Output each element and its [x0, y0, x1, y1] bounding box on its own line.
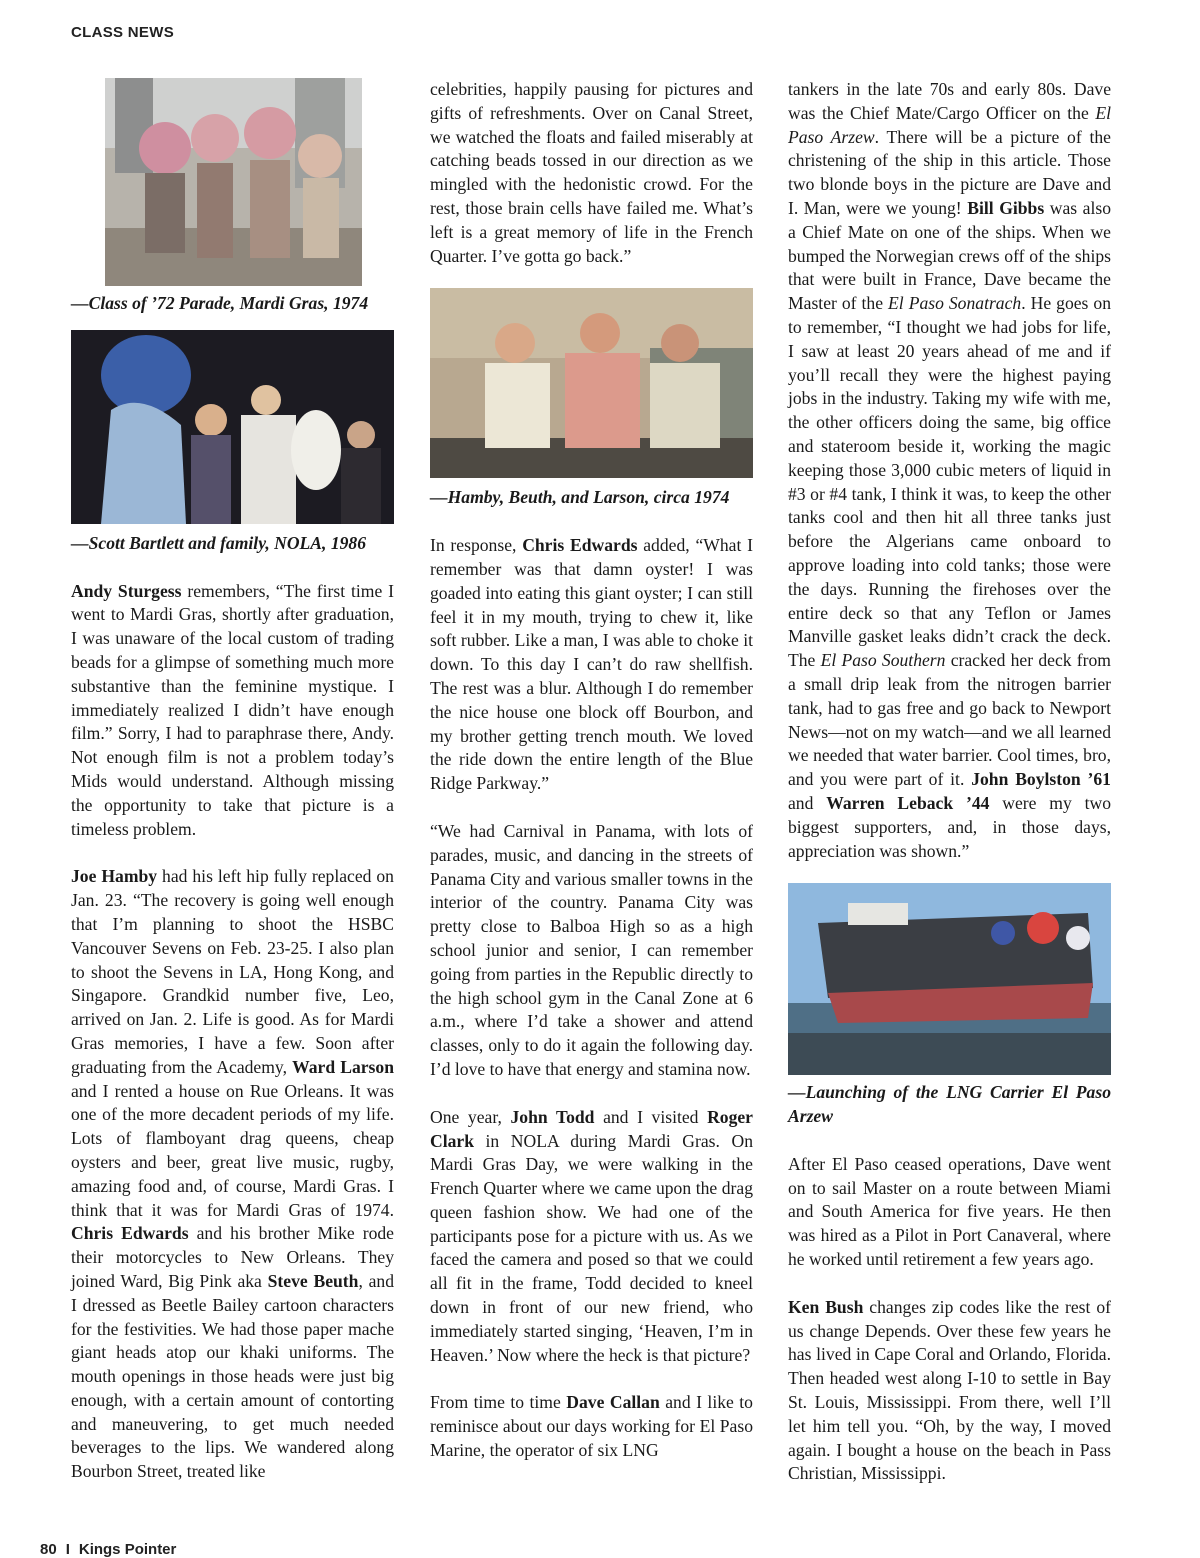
- photo-bartlett: [71, 330, 394, 524]
- name-john-todd: John Todd: [510, 1106, 595, 1127]
- text-span: tankers in the late 70s and early 80s. Dave was the Chief Mate/Cargo Officer on the: [788, 79, 1111, 123]
- page-number: 80: [40, 1541, 57, 1558]
- ship-name: El Paso Arzew: [788, 102, 1111, 147]
- column-1: [71, 78, 394, 1484]
- text-span: were my two biggest supporters, and, in those days, appreciation was shown.”: [788, 792, 1111, 861]
- ship-name: El Paso Sonatrach: [888, 293, 1022, 314]
- name-chris-edwards: Chris Edwards: [71, 1223, 189, 1244]
- paragraph-dave-callan: [430, 1391, 753, 1462]
- name-dave-callan: Dave Callan: [566, 1392, 660, 1413]
- name-warren-leback: Warren Leback ’44: [826, 792, 990, 813]
- paragraph-joe-hamby: [71, 865, 394, 1484]
- text-span: added, “What I remember was that damn oyster! I was goaded into eating this giant oyster; I can still feel it in my mouth, trying to chew it, like soft rubber. Like a man, I was able to choke it down. To this day I can’t do raw shellfish. The rest was a blur. Although I do remember the nice house one block off Bourbon, and my brother getting trench mouth. We loved the ride down the entire length of the Blue Ridge Parkway.”: [430, 535, 753, 794]
- parade-photo-illustration: [105, 78, 362, 286]
- name-john-boylston: John Boylston ’61: [971, 769, 1111, 790]
- text-span: had his left hip fully replaced on Jan. 23. “The recovery is going well enough that I’m planning to shoot the HSBC Vancouver Sevens on Feb. 23-25. I also plan to shoot the Sevens in LA, Hong Kong, and Singapore. Grandkid number five, Leo, arrived on Jan. 2. Life is good. As for Mardi Gras memories, I have a few. Soon after graduating from the Academy,: [71, 866, 394, 1077]
- paragraph-el-paso-tankers: [788, 78, 1111, 863]
- footer-separator: I: [65, 1541, 70, 1558]
- text-span: in NOLA during Mardi Gras. On Mardi Gras Day, we were walking in the French Quarter where we came upon the drag queen fashion show. We had one of the participants pose for a picture with us. As we faced the camera and posed so that we could all fit in the frame, Todd decided to kneel down in front of our new friend, who immediately started singing, ‘Heaven, I’m in Heaven.’ Now where the heck is that picture?: [430, 1130, 753, 1365]
- paragraph-celebrities: celebrities, happily pausing for pictures and gifts of refreshments. Over on Canal Street, we watched the floats and failed miserably at catching beads tossed in our direction as we mingled with the hedonistic crowd. For the rest, those brain cells have failed me. What’s left is a great memory of life in the French Quarter. I’ve gotta go back.”: [430, 79, 753, 266]
- text-span: , and I dressed as Beetle Bailey cartoon characters for the festivities. We had those paper mache giant heads atop our khaki uniforms. The mouth openings in those heads were just big enough, with a certain amount of contorting and maneuvering, to get much needed beverages to the lips. We wandered along Bourbon Street, treated like: [71, 1270, 395, 1482]
- text-span: and I like to reminisce about our days working for El Paso Marine, the operator of six LNG: [430, 1392, 753, 1461]
- photo-parade: [105, 78, 362, 286]
- text-span: In response,: [430, 535, 523, 556]
- photo-lng-launch: [788, 883, 1111, 1075]
- caption-hamby: —Hamby, Beuth, and Larson, circa 1974: [430, 487, 730, 508]
- paragraph-andy-sturgess: [71, 580, 394, 842]
- text-span: changes zip codes like the rest of us change Depends. Over these few years he has lived in Cape Coral and Orlando, Florida. Then headed west along I-10 to settle in Bay St. Louis, Mississippi. From there, well I’ll let him tell you. “Oh, by the way, I moved again. I bought a house on the beach in Pass Christian, Mississippi.: [788, 1296, 1111, 1484]
- name-steve-beuth: Steve Beuth: [267, 1270, 359, 1291]
- bartlett-photo-illustration: [71, 330, 394, 524]
- text-span: was also a Chief Mate on one of the ships. When we bumped the Norwegian crews off of the ships that were built in France, Dave became the Master of the: [788, 197, 1111, 314]
- text-span: . There will be a picture of the christening of the ship in this article. Those two blonde boys in the picture are Dave and I. Man, were we young!: [788, 126, 1111, 218]
- name-ward-larson: Ward Larson: [292, 1056, 394, 1077]
- name-roger-clark: Roger Clark: [430, 1106, 753, 1151]
- caption-launch: —Launching of the LNG Carrier El Paso Arzew: [788, 1082, 1111, 1127]
- ship-name: El Paso Southern: [820, 650, 946, 671]
- name-bill-gibbs: Bill Gibbs: [967, 197, 1045, 218]
- text-span: and his brother Mike rode their motorcycles to New Orleans. They joined Ward, Big Pink aka: [71, 1223, 394, 1291]
- column-2: [430, 78, 753, 1463]
- text-span: cracked her deck from a small drip leak from the nitrogen barrier tank, had to gas free and go back to Newport News—not on my watch—and we all learned we needed that water barrier. Cool times, bro, and you were part of it.: [788, 650, 1111, 790]
- name-andy-sturgess: Andy Sturgess: [71, 580, 182, 601]
- name-joe-hamby: Joe Hamby: [71, 866, 158, 887]
- hamby-photo-illustration: [430, 288, 753, 478]
- text-span: and I rented a house on Rue Orleans. It was one of the more decadent periods of my life. Lots of flamboyant drag queens, cheap oysters and beer, great live music, rugby, amazing food and, of course, Mardi Gras. I think that it was for Mardi Gras of 1974.: [71, 1080, 394, 1220]
- publication-name: Kings Pointer: [78, 1541, 177, 1558]
- footer: [40, 1541, 176, 1558]
- caption-bartlett: —Scott Bartlett and family, NOLA, 1986: [71, 532, 367, 553]
- paragraph-carnival-panama: “We had Carnival in Panama, with lots of parades, music, and dancing in the streets of Panama City and various smaller towns in the interior of the country. Panama City was pretty close to Balboa High so as a high school junior and senior, I can remember going from parties in the Republic directly to the high school gym in the Canal Zone at 6 a.m., where I’d take a shower and attend classes, only to do it again the following day. I’d love to have that energy and stamina now.: [430, 820, 753, 1079]
- text-span: and: [788, 792, 827, 813]
- text-span: remembers, “The first time I went to Mardi Gras, shortly after graduation, I was unaware of the local custom of trading beads for a glimpse of something much more substantive than the feminine mystique. I immediately realized I didn’t have enough film.” Sorry, I had to paraphrase there, Andy. Not enough film is not a problem today’s Mids would understand. Although missing the opportunity to take that picture is a timeless problem.: [71, 580, 394, 839]
- text-span: One year,: [430, 1106, 511, 1127]
- paragraph-ken-bush: [788, 1296, 1111, 1486]
- name-ken-bush: Ken Bush: [788, 1296, 864, 1317]
- paragraph-after-el-paso: After El Paso ceased operations, Dave went on to sail Master on a route between Miami and South America for five years. He then was hired as a Pilot in Port Canaveral, where he worked until retirement a few years ago.: [788, 1153, 1111, 1270]
- name-chris-edwards: Chris Edwards: [522, 535, 638, 556]
- column-3: [788, 78, 1111, 1486]
- paragraph-john-todd: [430, 1106, 753, 1368]
- section-label: CLASS NEWS: [71, 24, 175, 41]
- ship-photo-illustration: [788, 883, 1111, 1075]
- caption-parade: —Class of ’72 Parade, Mardi Gras, 1974: [71, 293, 369, 313]
- text-span: From time to time: [430, 1392, 567, 1413]
- text-span: and I visited: [594, 1106, 708, 1127]
- photo-hamby-beuth-larson: [430, 288, 753, 478]
- paragraph-chris-edwards: [430, 534, 753, 796]
- text-span: . He goes on to remember, “I thought we had jobs for life, I saw at least 20 years ahead of me and if you’ll recall they were the highest paying jobs in the industry. Taking my wife with me, the other officers doing the same, big office and stateroom beside it, working the magic keeping those 3,000 cubic meters of liquid in #3 or #4 tank, I think it was, to keep the other tanks cool and then hit all three tanks just before the Algerians came onboard to approve loading into cold tanks; those were the days. Running the firehoses over the entire deck so that any Teflon or James Manville gasket leaks didn’t crack the deck. The: [788, 293, 1112, 671]
